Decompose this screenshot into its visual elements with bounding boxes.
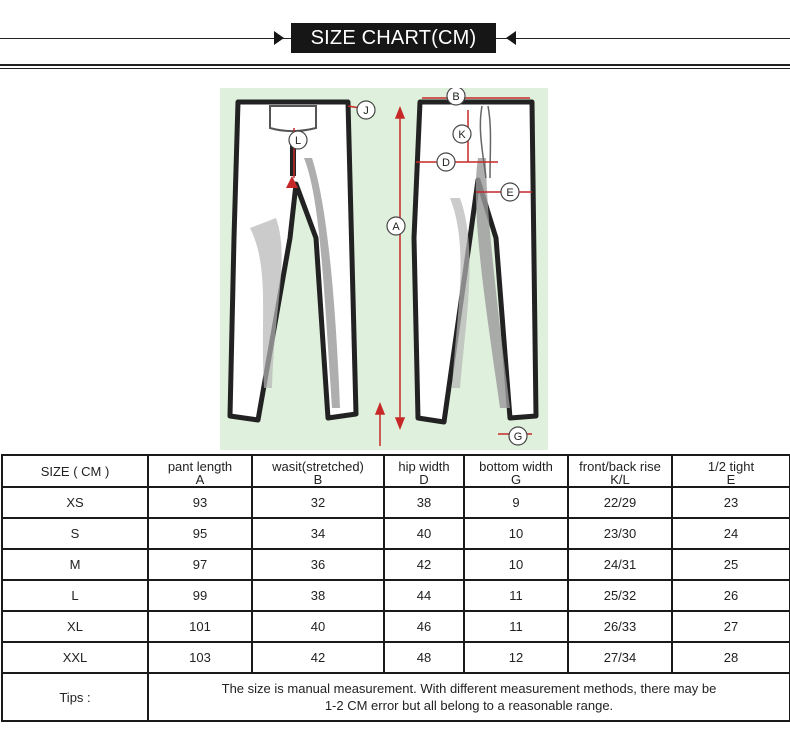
cell-pant-length: 97 [148, 549, 252, 580]
cell-hip-width: 48 [384, 642, 464, 673]
title-left-arrow-icon [274, 31, 284, 45]
pants-diagram [220, 88, 548, 450]
tips-note [148, 673, 790, 721]
cell-tight: 26 [672, 580, 790, 611]
cell-rise: 25/32 [568, 580, 672, 611]
cell-bottom-width: 10 [464, 518, 568, 549]
cell-waist: 38 [252, 580, 384, 611]
table-row [2, 580, 790, 611]
header-cell-tight: 1/2 tight E [672, 455, 790, 487]
label-l-icon [289, 131, 307, 149]
cell-hip-width: 38 [384, 487, 464, 518]
cell-bottom-width: 9 [464, 487, 568, 518]
header-rule-bottom-thick [0, 64, 790, 66]
tips-line-2: 1-2 CM error but all belong to a reasonable range. [324, 698, 614, 713]
cell-hip-width: 46 [384, 611, 464, 642]
title-right-arrow-icon [506, 31, 516, 45]
table-header-row [2, 455, 790, 487]
svg-text:A: A [392, 221, 400, 233]
cell-tight: 27 [672, 611, 790, 642]
label-j-icon [357, 101, 375, 119]
cell-pant-length: 103 [148, 642, 252, 673]
cell-bottom-width: 11 [464, 580, 568, 611]
tips-row [2, 673, 790, 721]
header-cell-pant-length: pant length A [148, 455, 252, 487]
cell-bottom-width: 12 [464, 642, 568, 673]
label-g-icon [509, 427, 527, 445]
cell-hip-width: 40 [384, 518, 464, 549]
cell-size: XL [2, 611, 148, 642]
svg-text:L: L [294, 135, 302, 147]
cell-tight: 23 [672, 487, 790, 518]
cell-size: XXL [2, 642, 148, 673]
label-d-icon [437, 153, 455, 171]
cell-pant-length: 93 [148, 487, 252, 518]
header-cell-rise: front/back rise K/L [568, 455, 672, 487]
cell-waist: 36 [252, 549, 384, 580]
header-cell-hip-width: hip width D [384, 455, 464, 487]
cell-rise: 23/30 [568, 518, 672, 549]
cell-bottom-width: 11 [464, 611, 568, 642]
cell-size: XS [2, 487, 148, 518]
cell-pant-length: 99 [148, 580, 252, 611]
tips-line-1: The size is manual measurement. With different measurement methods, there may be [221, 681, 717, 696]
cell-rise: 24/31 [568, 549, 672, 580]
label-k-icon [453, 125, 471, 143]
cell-size: L [2, 580, 148, 611]
cell-pant-length: 95 [148, 518, 252, 549]
svg-text:E: E [506, 187, 514, 199]
label-e-icon [501, 183, 519, 201]
cell-tight: 28 [672, 642, 790, 673]
page-title: SIZE CHART(CM) [291, 23, 496, 53]
table-row [2, 642, 790, 673]
header-rule-bottom-thin [0, 68, 790, 69]
header-cell-size: SIZE ( CM ) [2, 455, 148, 487]
cell-pant-length: 101 [148, 611, 252, 642]
cell-tight: 25 [672, 549, 790, 580]
table-row [2, 611, 790, 642]
label-a-icon [387, 217, 405, 235]
cell-size: S [2, 518, 148, 549]
cell-hip-width: 44 [384, 580, 464, 611]
tips-label: Tips : [2, 673, 148, 721]
svg-text:B: B [452, 91, 460, 103]
table-row [2, 487, 790, 518]
header-cell-waist: wasit(stretched) B [252, 455, 384, 487]
cell-size: M [2, 549, 148, 580]
cell-tight: 24 [672, 518, 790, 549]
svg-text:D: D [442, 157, 450, 169]
cell-rise: 27/34 [568, 642, 672, 673]
cell-bottom-width: 10 [464, 549, 568, 580]
svg-text:J: J [363, 105, 369, 117]
cell-rise: 22/29 [568, 487, 672, 518]
svg-text:G: G [513, 431, 523, 443]
cell-rise: 26/33 [568, 611, 672, 642]
header-cell-bottom-width: bottom width G [464, 455, 568, 487]
table-row [2, 518, 790, 549]
cell-waist: 34 [252, 518, 384, 549]
cell-waist: 42 [252, 642, 384, 673]
svg-text:K: K [458, 129, 466, 141]
cell-waist: 32 [252, 487, 384, 518]
cell-waist: 40 [252, 611, 384, 642]
size-table [1, 454, 790, 722]
table-row [2, 549, 790, 580]
label-b-icon [447, 88, 465, 105]
cell-hip-width: 42 [384, 549, 464, 580]
